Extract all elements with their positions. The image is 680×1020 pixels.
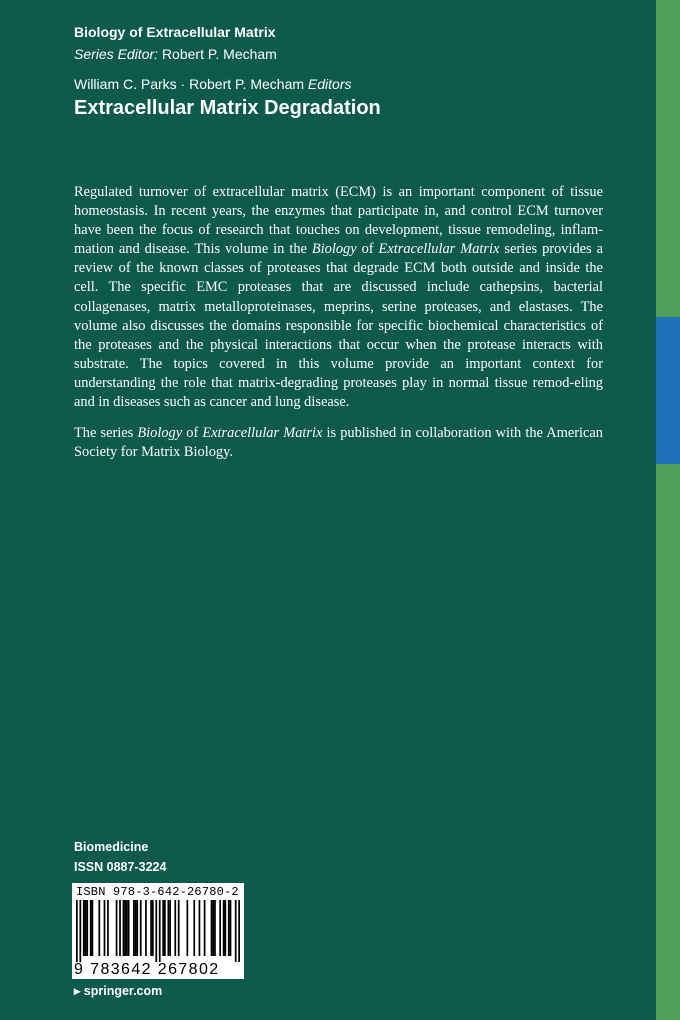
barcode-bar [76, 900, 78, 962]
barcode-bar [92, 900, 94, 956]
blurb-text [74, 183, 603, 474]
barcode-bar [212, 900, 214, 956]
barcode-bar [90, 900, 92, 956]
series-editor-label: Series Editor: [74, 46, 159, 62]
book-title: Extracellular Matrix Degradation [74, 97, 381, 119]
barcode-bar [136, 900, 138, 956]
barcode-bar [123, 900, 125, 956]
barcode-bar [107, 900, 109, 956]
barcode-bar [174, 900, 176, 956]
barcode-bar [186, 900, 188, 956]
barcode-bar [150, 900, 152, 956]
barcode-bar [79, 900, 81, 962]
barcode-bar [211, 900, 213, 956]
barcode-bars [76, 900, 240, 962]
barcode-bar [135, 900, 137, 956]
isbn-label: ISBN 978-3-642-26780-2 [76, 885, 239, 899]
barcode-bar [104, 900, 106, 956]
barcode-bar [238, 900, 240, 962]
book-editors [74, 76, 351, 92]
blurb-paragraph-1: Regulated turnover of extracellular matrix (ECM) is an important component of tissue homeostasis. In recent years, the enzymes that participate in, and control ECM turnover have been the focus of research that touches on development, tissue remodeling, inflam-mation and disease. This volume in the Biology of Extracellular Matrix series provides a review of the known classes of proteases that degrade ECM both outside and inside the cell. The specific EMC proteases that are discussed include cathepsins, bacterial collagenases, matrix metalloproteinases, meprins, serine proteases, and elastases. The volume also discusses the domains responsible for specific biochemical characteristics of the proteases and the physical interactions that occur when the protease interacts with substrate. The topics covered in this volume provide an important context for understanding the role that matrix-degrading proteases play in normal tissue remod-eling and in diseases such as cancer and lung disease. [74, 184, 603, 411]
barcode-bar [119, 900, 121, 956]
barcode-bar [223, 900, 225, 956]
barcode-bar [98, 900, 100, 956]
barcode-bar [83, 900, 85, 956]
ean-digits: 9 783642 267802 [74, 961, 220, 978]
barcode-bar [86, 900, 88, 956]
barcode-bar [155, 900, 157, 962]
subject-category: Biomedicine [74, 840, 149, 854]
arrow-icon: ▸ [74, 984, 81, 998]
side-strip-green-top [656, 0, 680, 317]
barcode-bar [159, 900, 161, 962]
isbn-barcode [72, 883, 244, 979]
barcode-bar [140, 900, 142, 956]
editors-role: Editors [307, 76, 352, 92]
barcode-bar [128, 900, 130, 956]
barcode-bar [224, 900, 226, 956]
side-strip-blue [656, 317, 680, 464]
blurb-paragraph-2: The series Biology of Extracellular Matrix is published in collaboration with the American Society for Matrix Biology. [74, 425, 603, 461]
barcode-bar [116, 900, 118, 956]
barcode-bar [162, 900, 164, 956]
barcode-bar [126, 900, 128, 956]
barcode-bar [219, 900, 221, 956]
publisher-url: springer.com [83, 984, 163, 998]
series-editor [74, 46, 277, 62]
barcode-bar [178, 900, 180, 956]
barcode-bar [152, 900, 154, 956]
barcode-bar [193, 900, 195, 956]
barcode-bar [164, 900, 166, 956]
barcode-bar [228, 900, 230, 956]
side-strip-green-bottom [656, 464, 680, 1020]
barcode-bar [145, 900, 147, 956]
issn: ISSN 0887-3224 [74, 860, 167, 874]
editor-names: William C. Parks · Robert P. Mecham [74, 76, 305, 92]
barcode-bar [124, 900, 126, 956]
barcode-bar [214, 900, 216, 956]
barcode-bar [85, 900, 87, 956]
publisher-link[interactable] [74, 983, 162, 998]
series-title: Biology of Extracellular Matrix [74, 24, 276, 40]
series-editor-name: Robert P. Mecham [161, 46, 277, 62]
barcode-bar [167, 900, 169, 956]
barcode-bar [169, 900, 171, 956]
barcode-bar [199, 900, 201, 956]
barcode-bar [133, 900, 135, 956]
barcode-bar [235, 900, 237, 962]
barcode-bar [230, 900, 232, 956]
barcode-bar [204, 900, 206, 956]
